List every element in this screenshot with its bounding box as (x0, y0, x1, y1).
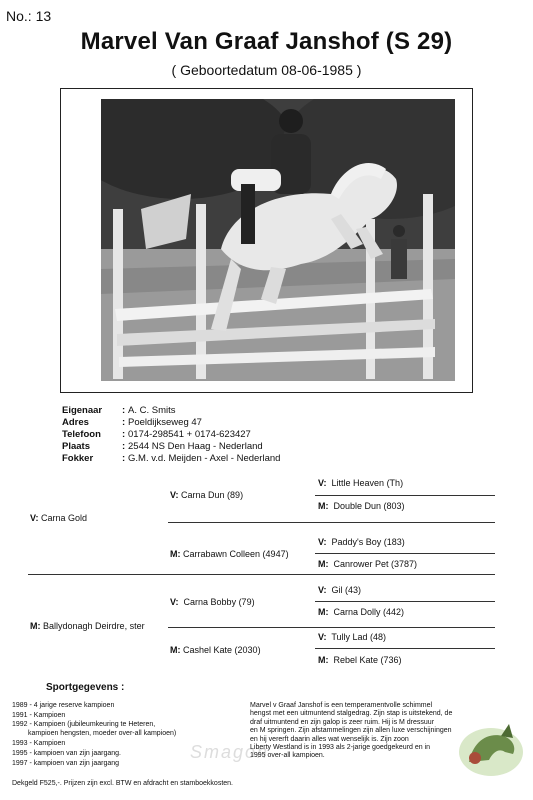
description-line: 1995 over-all kampioen. (250, 752, 325, 760)
sport-line: 1997 - kampioen van zijn jaargang (12, 760, 120, 767)
description-line: draf uitmuntend en zijn galop is zeer ruim. Hij is M dressuur (250, 718, 435, 726)
pedigree-sdd: M: Canrower Pet (3787) (318, 559, 418, 569)
description-line: en hij vererft daarin alles wat wenselijk is. Zijn zoon (250, 735, 409, 743)
watermark: Smagon (190, 742, 270, 762)
pedigree-line (315, 553, 495, 554)
info-value: Poeldijkseweg 47 (128, 417, 202, 428)
photo-frame (60, 88, 473, 393)
pedigree-sds: V: Paddy's Boy (183) (318, 537, 405, 547)
pedigree-line (315, 495, 495, 496)
sport-line: 1989 - 4 jarige reserve kampioen (12, 702, 115, 709)
info-value: A. C. Smits (128, 405, 176, 416)
pedigree-ds: V: Carna Bobby (79) (170, 597, 255, 607)
footer-note: Dekgeld F525,-. Prijzen zijn excl. BTW en afdracht en stamboekkosten. (12, 780, 233, 787)
pedigree-line (315, 648, 495, 649)
pedigree-ss: V: Carna Dun (89) (170, 490, 244, 500)
info-value: 2544 NS Den Haag - Nederland (128, 441, 263, 452)
pedigree-line (315, 601, 495, 602)
birthdate: ( Geboortedatum 08-06-1985 ) (171, 62, 362, 78)
pedigree-line (168, 627, 495, 628)
sport-line: kampioen hengsten, moeder over-all kampioen) (28, 730, 177, 737)
horse-photo-illustration (101, 99, 455, 381)
pedigree-sss: V: Little Heaven (Th) (318, 478, 404, 488)
info-value: 0174-298541 + 0174-623427 (128, 429, 251, 440)
sport-heading: Sportgegevens : (46, 682, 125, 693)
sport-line: 1992 - Kampioen (jubileumkeuring te Heteren, (12, 721, 156, 728)
pedigree-sire: V: Carna Gold (30, 513, 88, 523)
pedigree-ssd: M: Double Dun (803) (318, 501, 405, 511)
description-line: Marvel v Graaf Janshof is een temperamentvolle schimmel (250, 702, 433, 709)
pedigree-ddd: M: Rebel Kate (736) (318, 655, 402, 665)
sport-line: 1991 - Kampioen (12, 712, 66, 719)
pedigree-line (28, 574, 495, 575)
info-key: Telefoon (62, 429, 101, 440)
info-key: Plaats (62, 441, 90, 452)
info-key: Eigenaar (62, 405, 103, 416)
info-key: Fokker (62, 453, 94, 464)
info-value: G.M. v.d. Meijden - Axel - Nederland (128, 453, 281, 464)
pedigree-dss: V: Gil (43) (318, 585, 362, 595)
lot-number: No.: 13 (6, 8, 52, 24)
description-line: hengst met een uitmuntend stalgedrag. Zijn stap is uitstekend, de (250, 710, 453, 718)
horse-jumping-photo (101, 99, 455, 381)
page-title: Marvel Van Graaf Janshof (S 29) (80, 28, 453, 55)
pedigree-dsd: M: Carna Dolly (442) (318, 607, 405, 617)
description-line: en M springen. Zijn afstammelingen zijn allen luxe verschijningen (250, 727, 452, 735)
pedigree-dd: M: Cashel Kate (2030) (170, 645, 261, 655)
pony-logo-icon (455, 718, 527, 780)
info-key: Adres (62, 417, 89, 428)
sport-line: 1993 - Kampioen (12, 740, 66, 747)
horse-description (250, 702, 490, 761)
sport-line: 1995 - kampioen van zijn jaargang. (12, 750, 121, 757)
pedigree-sd: M: Carrabawn Colleen (4947) (170, 549, 289, 559)
pedigree-line (168, 522, 495, 523)
pedigree-dam: M: Ballydonagh Deirdre, ster (30, 621, 145, 631)
description-line: Liberty Westland is in 1993 als 2-jarige goedgekeurd en in (250, 744, 431, 752)
pedigree-dds: V: Tully Lad (48) (318, 632, 387, 642)
